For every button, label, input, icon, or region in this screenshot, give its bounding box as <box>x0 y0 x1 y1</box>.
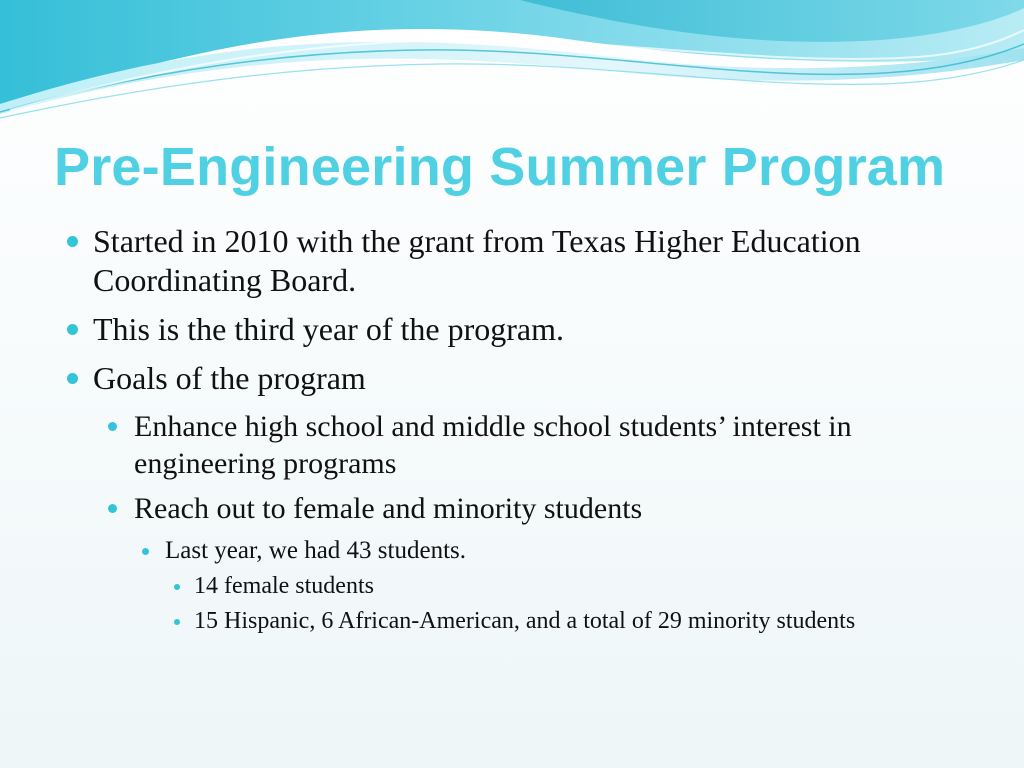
bullet-started <box>62 222 962 300</box>
bullet-dot-icon <box>174 619 180 625</box>
bullet-dot-icon <box>67 324 78 335</box>
bullet-text: This is the third year of the program. <box>93 311 564 347</box>
bullet-dot-icon <box>108 504 117 513</box>
bullet-goals <box>62 359 962 398</box>
bullet-text: Reach out to female and minority students <box>134 492 643 525</box>
bullet-text: 14 female students <box>194 573 374 599</box>
bullet-text: 15 Hispanic, 6 African-American, and a total of 29 minority students <box>194 608 856 634</box>
bullet-text: Enhance high school and middle school students’ interest in engineering programs <box>134 410 852 480</box>
bullet-text: Started in 2010 with the grant from Texas Higher Education Coordinating Board. <box>93 223 861 298</box>
wave-header-decoration <box>0 0 1024 130</box>
bullet-reach-out <box>62 490 962 527</box>
bullet-dot-icon <box>67 373 78 384</box>
bullet-enhance <box>62 408 962 482</box>
bullet-list <box>62 222 962 641</box>
bullet-dot-icon <box>174 584 180 590</box>
bullet-third-year <box>62 310 962 349</box>
bullet-last-year <box>62 535 962 567</box>
bullet-minority <box>62 606 962 637</box>
bullet-dot-icon <box>142 548 149 555</box>
slide-title: Pre-Engineering Summer Program <box>54 137 946 197</box>
bullet-text: Goals of the program <box>93 360 366 396</box>
bullet-dot-icon <box>67 236 78 247</box>
bullet-text: Last year, we had 43 students. <box>165 537 467 564</box>
bullet-dot-icon <box>108 422 117 431</box>
bullet-female <box>62 571 962 602</box>
